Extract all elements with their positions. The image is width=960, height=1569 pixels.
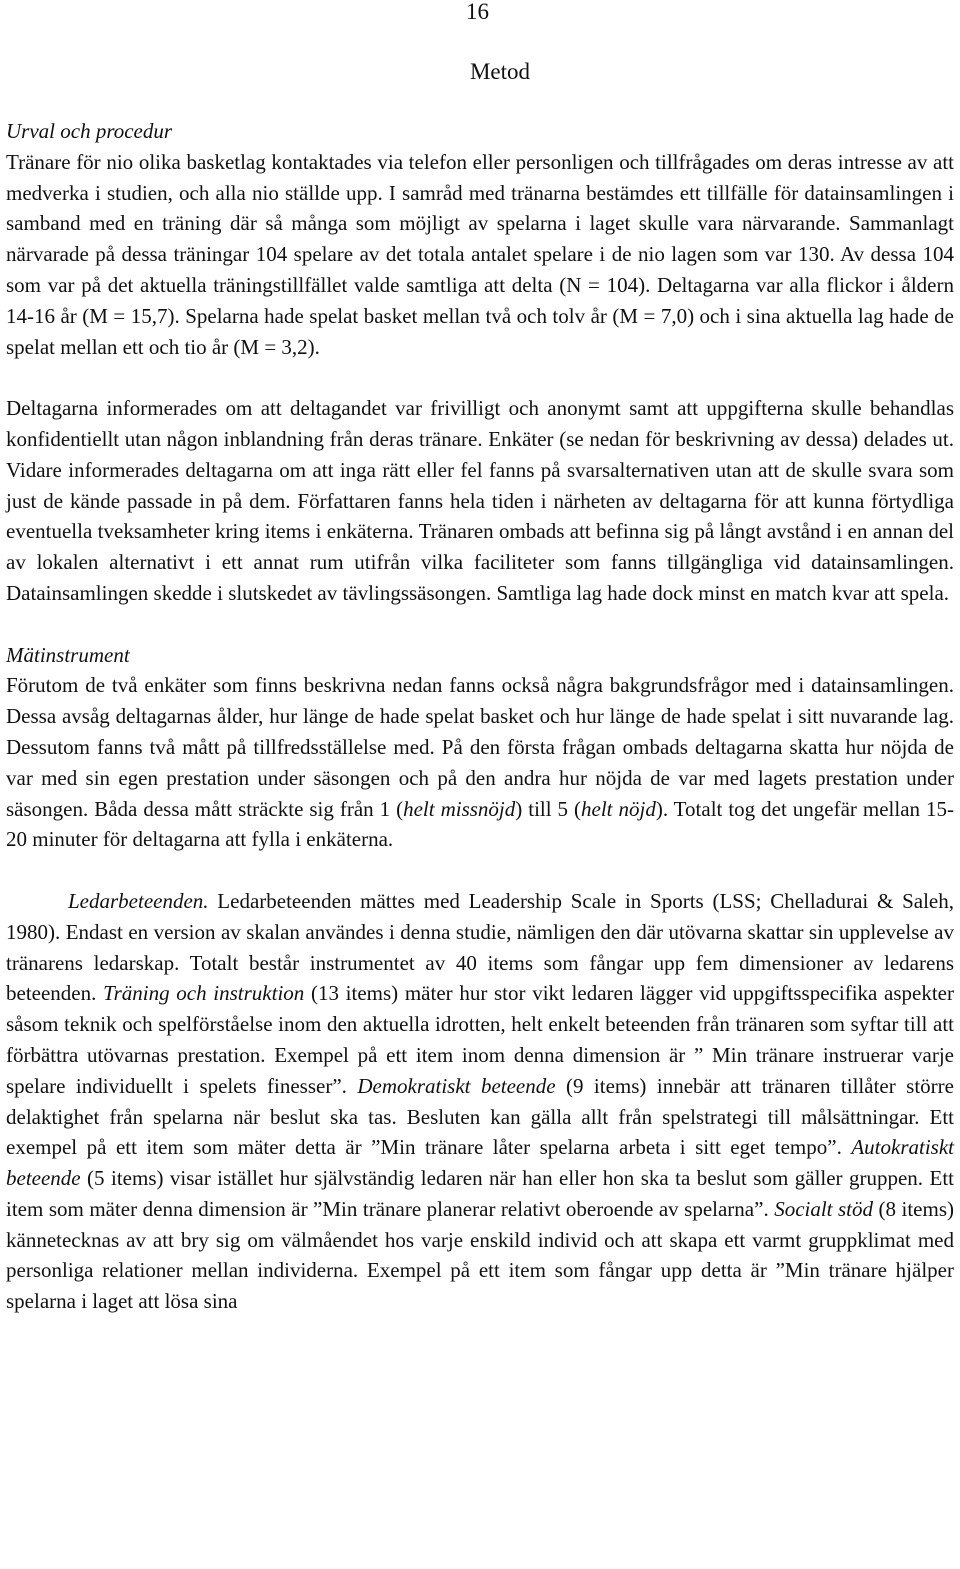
- italic-run: Autokratiskt beteende: [6, 1135, 954, 1191]
- text-run: (13 items) mäter hur stor vikt ledaren lägger vid uppgiftsspecifika aspekter såsom teknik och spelförståelse inom den aktuella idrotten, helt enkelt beteenden från tränaren som syftar till att förbättra utövarnas prestation. Exempel på ett item inom denna dimension är ” Min tränare instruerar varje spelare individuellt i spelets finesser”.: [6, 981, 954, 1098]
- italic-run: helt missnöjd: [403, 796, 516, 821]
- section-heading-matinstrument: Mätinstrument: [6, 642, 130, 667]
- section-heading-urval: Urval och procedur: [6, 119, 173, 143]
- chapter-title: Metod: [469, 59, 531, 84]
- text-run: ). Totalt tog det ungefär mellan 15-20 minuter för deltagarna att fylla i enkäterna.: [6, 796, 955, 852]
- text-run: (9 items) innebär att tränaren tillåter större delaktighet från spelarna när beslut ska tas. Besluten kan gälla allt från spelstrategi till målsättningar. Ett exempel på ett item som mäter detta är ”Min tränare låter spelarna arbeta i sitt eget tempo”.: [6, 1073, 954, 1160]
- text-run: (8 items) kännetecknas av att bry sig om välmåendet hos varje enskild individ och att skapa ett varmt gruppklimat med personliga relationer mellan individerna. Exempel på ett item som fångar upp detta är ”Min tränare hjälper spelarna i laget att lösa sina: [6, 1196, 954, 1314]
- italic-run: helt nöjd: [581, 796, 656, 821]
- document-body: [6, 116, 954, 1317]
- italic-run: Socialt stöd: [774, 1196, 874, 1221]
- paragraph-ledarbeteenden: [6, 886, 954, 1317]
- text-run: Ledarbeteenden mättes med Leadership Scale in Sports (LSS; Chelladurai & Saleh, 1980). Endast en version av skalan användes i denna studie, nämligen den där utövarna skattar sin upplevelse av tränarens ledarskap. Totalt består instrumentet av 40 items som fångar upp fem dimensioner av ledarens beteenden.: [6, 888, 954, 1006]
- text-run: Förutom de två enkäter som finns beskrivna nedan fanns också några bakgrundsfrågor med i datainsamlingen. Dessa avsåg deltagarnas ålder, hur länge de hade spelat basket och hur länge de hade spelat i sitt nuvarande lag. Dessutom fanns två mått på tillfredsställelse med. På den första frågan ombads deltagarna skatta hur nöjda de var med sin egen prestation under säsongen och på den andra hur nöjda de var med lagets prestation under säsongen. Båda dessa mått sträckte sig från 1 (: [6, 673, 954, 821]
- page-number: 16: [466, 0, 489, 24]
- paragraph-urval-1: Tränare för nio olika basketlag kontaktades via telefon eller personligen och tillfrågades om deras intresse av att medverka i studien, och alla nio ställde upp. I samråd med tränarna bestämdes ett tillfälle för datainsamlingen i samband med en träning där så många som möjligt av spelarna i laget skulle vara närvarande. Sammanlagt närvarade på dessa träningar 104 spelare av det totala antalet spelare i de nio lagen som var 130. Av dessa 104 som var på det aktuella träningstillfället valde samtliga att delta (N = 104). Deltagarna var alla flickor i åldern 14-16 år (M = 15,7). Spelarna hade spelat basket mellan två och tolv år (M = 7,0) och i sina aktuella lag hade de spelat mellan ett och tio år (M = 3,2).: [6, 149, 954, 359]
- italic-run: Träning och instruktion: [103, 981, 305, 1006]
- italic-run: Demokratiskt beteende: [357, 1073, 556, 1098]
- subsection-heading-ledarbeteenden: Ledarbeteenden.: [68, 888, 209, 913]
- text-run: (5 items) visar istället hur självständig ledaren när han eller hon ska ta beslut som gäller gruppen. Ett item som mäter denna dimension är ”Min tränare planerar relativt oberoende av spelarna”.: [6, 1166, 954, 1221]
- text-run: ) till 5 (: [515, 796, 582, 821]
- paragraph-urval-2: Deltagarna informerades om att deltagandet var frivilligt och anonymt samt att uppgifterna skulle behandlas konfidentiellt utan någon inblandning från deras tränare. Enkäter (se nedan för beskrivning av dessa) delades ut. Vidare informerades deltagarna om att inga rätt eller fel fanns på svarsalternativen utan att de skulle svara som just de kände passade in på dem. Författaren fanns hela tiden i närheten av deltagarna för att kunna förtydliga eventuella tveksamheter kring items i enkäterna. Tränaren ombads att befinna sig på långt avstånd i en annan del av lokalen alternativt i ett annat rum utifrån vilka faciliteter som fanns tillgängliga vid datainsamlingen. Datainsamlingen skedde i slutskedet av tävlingssäsongen. Samtliga lag hade dock minst en match kvar att spela.: [6, 396, 954, 605]
- paragraph-matinstrument-1: [6, 670, 954, 855]
